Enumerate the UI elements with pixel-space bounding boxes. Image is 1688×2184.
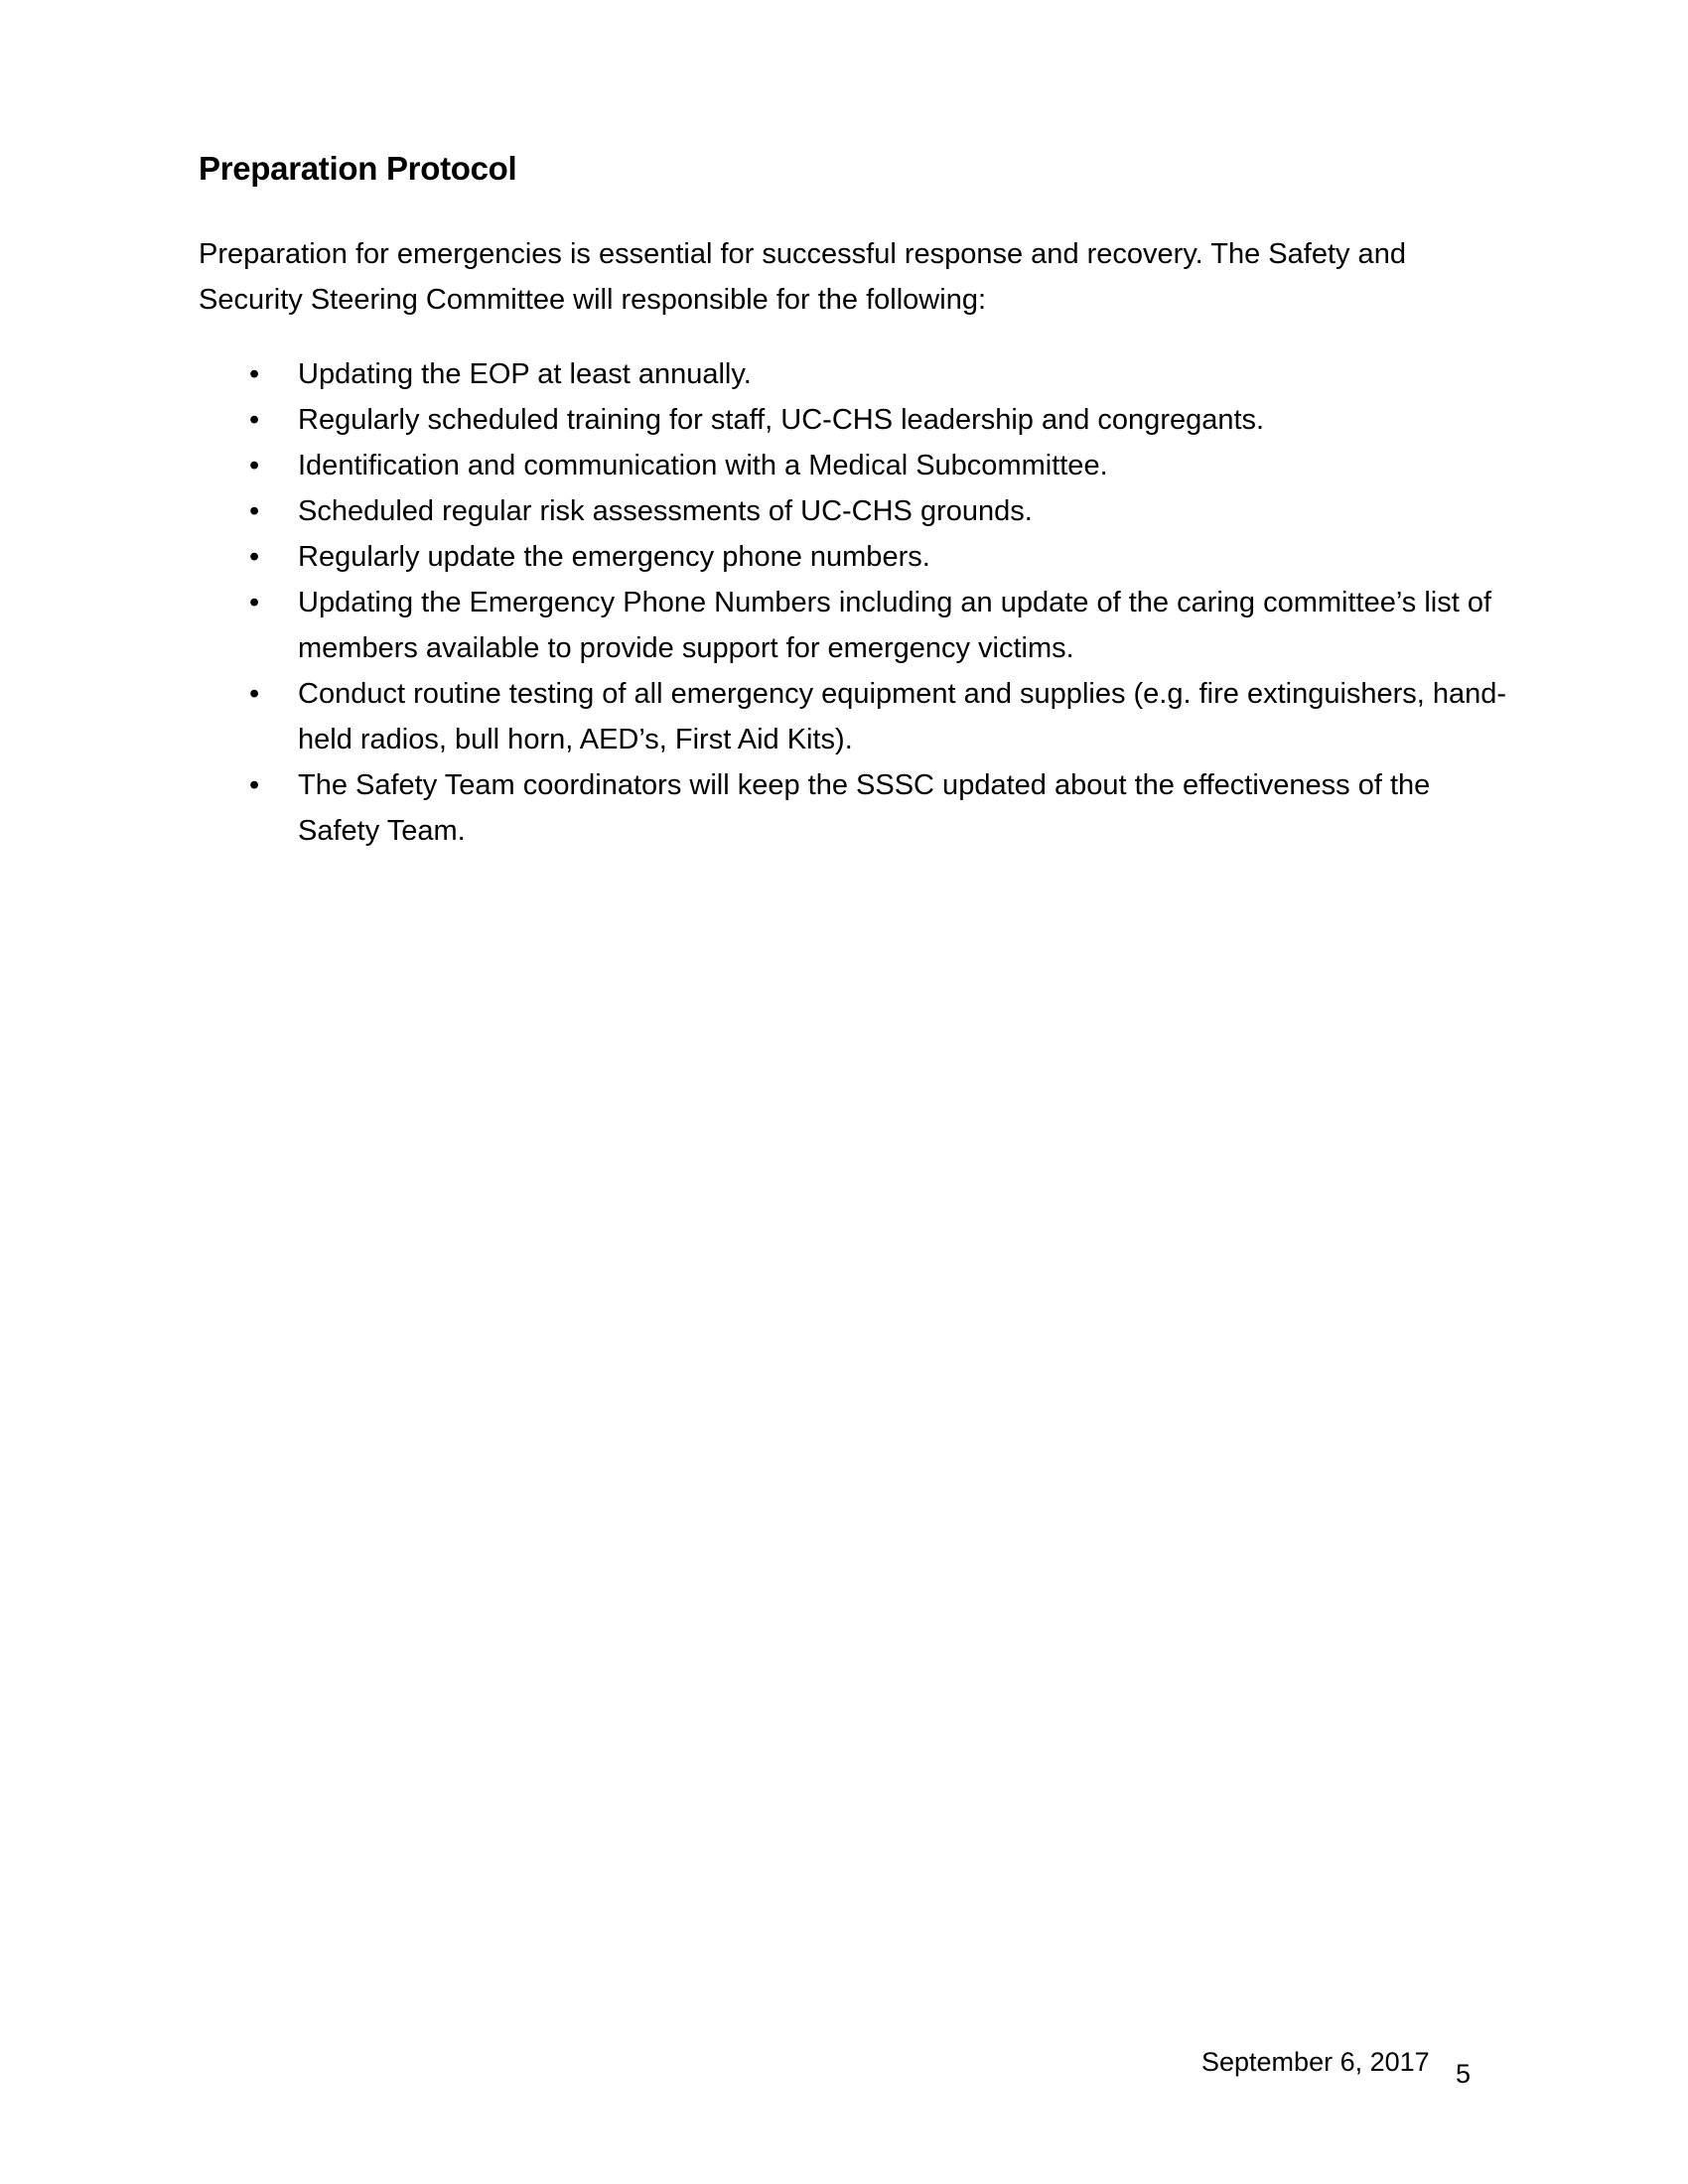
bullet-icon: • xyxy=(249,678,260,710)
list-item-text: Updating the EOP at least annually. xyxy=(298,358,752,390)
bullet-icon: • xyxy=(249,541,260,573)
list-item xyxy=(199,443,1509,488)
bullet-icon: • xyxy=(249,495,260,527)
list-item-text: The Safety Team coordinators will keep the SSSC updated about the effectiveness of the Safety Team. xyxy=(298,769,1431,847)
responsibilities-list xyxy=(199,351,1509,854)
section-heading: Preparation Protocol xyxy=(199,150,517,187)
bullet-icon: • xyxy=(249,769,260,801)
bullet-icon: • xyxy=(249,587,260,618)
list-item xyxy=(199,762,1509,854)
bullet-icon: • xyxy=(249,450,260,481)
list-item-text: Regularly update the emergency phone numbers. xyxy=(298,541,930,573)
page-number: 5 xyxy=(1456,2059,1472,2089)
list-item xyxy=(199,488,1509,534)
bullet-icon: • xyxy=(249,404,260,436)
list-item xyxy=(199,534,1509,580)
list-item xyxy=(199,580,1509,671)
list-item-text: Identification and communication with a Medical Subcommittee. xyxy=(298,450,1108,481)
intro-paragraph: Preparation for emergencies is essential for successful response and recovery. The Safety and Security Steering Committee will responsible for the following: xyxy=(199,238,1406,316)
list-item-text: Scheduled regular risk assessments of UC-CHS grounds. xyxy=(298,495,1033,527)
list-item xyxy=(199,351,1509,397)
list-item-text: Updating the Emergency Phone Numbers including an update of the caring committee’s list of members available to provide support for emergency victims. xyxy=(298,587,1492,664)
footer-date: September 6, 2017 xyxy=(1201,2047,1430,2077)
bullet-icon: • xyxy=(249,358,260,390)
list-item xyxy=(199,397,1509,443)
list-item-text: Conduct routine testing of all emergency equipment and supplies (e.g. fire extinguishers, hand-held radios, bull horn, AED’s, First Aid Kits). xyxy=(298,678,1507,755)
list-item-text: Regularly scheduled training for staff, UC-CHS leadership and congregants. xyxy=(298,404,1265,436)
list-item xyxy=(199,671,1509,762)
